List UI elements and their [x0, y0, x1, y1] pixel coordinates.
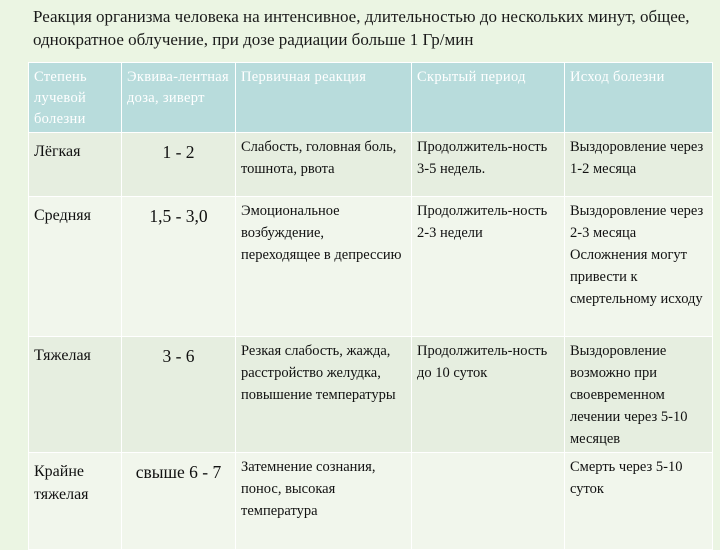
- page-title: Реакция организма человека на интенсивное, длительностью до нескольких минут, общее, однократное облучение, при дозе радиации больше 1 Гр/мин: [33, 7, 690, 49]
- table-row: [29, 337, 713, 453]
- table-row: [29, 197, 713, 337]
- cell-dose: 3 - 6: [122, 337, 236, 453]
- cell-primary-reaction: Слабость, головная боль, тошнота, рвота: [236, 133, 412, 197]
- cell-primary-reaction: Резкая слабость, жажда, расстройство желудка, повышение температуры: [236, 337, 412, 453]
- cell-latent-period: Продолжитель-ность 2-3 недели: [412, 197, 565, 337]
- cell-severity: Тяжелая: [29, 337, 122, 453]
- header-dose: Эквива-лентная доза, зиверт: [122, 63, 236, 133]
- cell-outcome: Смерть через 5-10 суток: [565, 453, 713, 550]
- cell-dose: 1 - 2: [122, 133, 236, 197]
- cell-outcome: Выздоровление возможно при своевременном лечении через 5-10 месяцев: [565, 337, 713, 453]
- cell-latent-period: Продолжитель-ность 3-5 недель.: [412, 133, 565, 197]
- table-row: [29, 453, 713, 550]
- cell-severity: Крайне тяжелая: [29, 453, 122, 550]
- cell-primary-reaction: Эмоциональное возбуждение, переходящее в депрессию: [236, 197, 412, 337]
- header-latent-period: Скрытый период: [412, 63, 565, 133]
- cell-latent-period: Продолжитель-ность до 10 суток: [412, 337, 565, 453]
- table-header-row: [29, 63, 713, 133]
- cell-outcome: Выздоровление через 1-2 месяца: [565, 133, 713, 197]
- cell-dose: 1,5 - 3,0: [122, 197, 236, 337]
- header-severity: Степень лучевой болезни: [29, 63, 122, 133]
- cell-severity: Средняя: [29, 197, 122, 337]
- header-primary-reaction: Первичная реакция: [236, 63, 412, 133]
- header-outcome: Исход болезни: [565, 63, 713, 133]
- radiation-sickness-table: [28, 62, 713, 550]
- cell-severity: Лёгкая: [29, 133, 122, 197]
- table-row: [29, 133, 713, 197]
- cell-primary-reaction: Затемнение сознания, понос, высокая температура: [236, 453, 412, 550]
- cell-dose: свыше 6 - 7: [122, 453, 236, 550]
- cell-outcome: Выздоровление через 2-3 месяца Осложнения могут привести к смертельному исходу: [565, 197, 713, 337]
- cell-latent-period: [412, 453, 565, 550]
